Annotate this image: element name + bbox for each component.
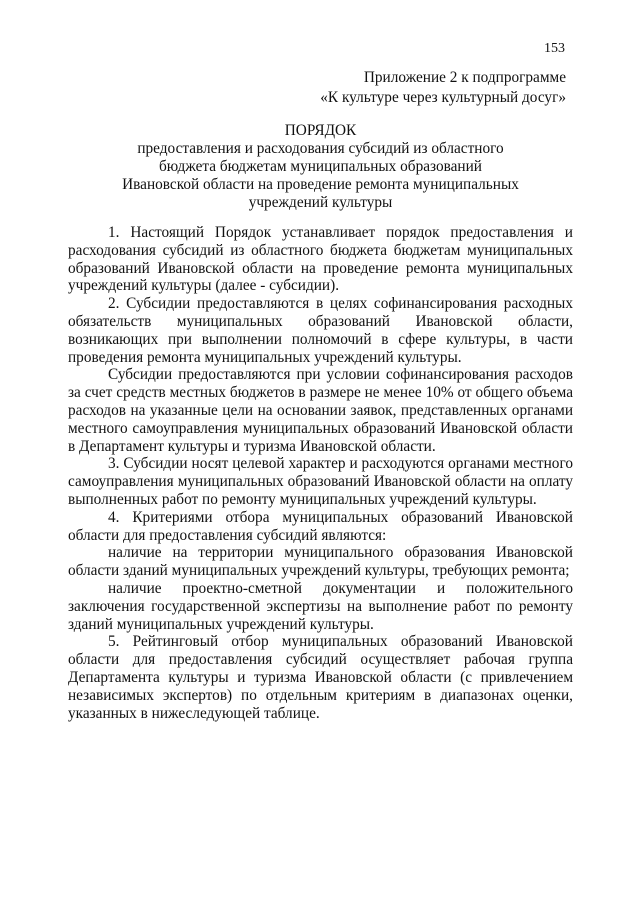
document-title [68, 122, 573, 212]
page-number: 153 [544, 41, 565, 56]
paragraph-7: наличие проектно-сметной документации и положительного заключения государственной экспертизы на выполнение работ по ремонту зданий муниципальных учреждений культуры. [68, 579, 573, 633]
title-line-1: предоставления и расходования субсидий из областного [137, 140, 504, 157]
paragraph-5: 4. Критериями отбора муниципальных образований Ивановской области для предоставления субсидий являются: [68, 508, 573, 544]
document-body [68, 224, 573, 722]
paragraph-2: 2. Субсидии предоставляются в целях софинансирования расходных обязательств муниципальных образований Ивановской области, возникающих при выполнении полномочий в сфере культуры, в части проведения ремонта муниципальных учреждений культуры. [68, 295, 573, 366]
appendix-line-1: Приложение 2 к подпрограмме [363, 69, 566, 86]
appendix-header [320, 68, 566, 108]
title-line-2: бюджета бюджетам муниципальных образований [159, 158, 482, 175]
title-heading: ПОРЯДОК [284, 122, 357, 139]
appendix-line-2: «К культуре через культурный досуг» [320, 89, 566, 106]
paragraph-3: Субсидии предоставляются при условии софинансирования расходов за счет средств местных бюджетов в размере не менее 10% от общего объема расходов на указанные цели на основании заявок, представленных органами местного самоуправления муниципальных образований Ивановской области в Департамент культуры и туризма Ивановской области. [68, 366, 573, 455]
paragraph-8: 5. Рейтинговый отбор муниципальных образований Ивановской области для предоставления субсидий осуществляет рабочая группа Департамента культуры и туризма Ивановской области (с привлечением независимых экспертов) по отдельным критериям в диапазонах оценки, указанных в нижеследующей таблице. [68, 633, 573, 722]
title-line-3: Ивановской области на проведение ремонта муниципальных [122, 176, 519, 193]
paragraph-6: наличие на территории муниципального образования Ивановской области зданий муниципальных учреждений культуры, требующих ремонта; [68, 544, 573, 580]
title-line-4: учреждений культуры [248, 194, 393, 211]
paragraph-4: 3. Субсидии носят целевой характер и расходуются органами местного самоуправления муниципальных образований Ивановской области на оплату выполненных работ по ремонту муниципальных учреждений культуры. [68, 455, 573, 508]
paragraph-1: 1. Настоящий Порядок устанавливает порядок предоставления и расходования субсидий из областного бюджета бюджетам муниципальных образований Ивановской области на проведение ремонта муниципальных учреждений культуры (далее - субсидии). [68, 224, 573, 295]
